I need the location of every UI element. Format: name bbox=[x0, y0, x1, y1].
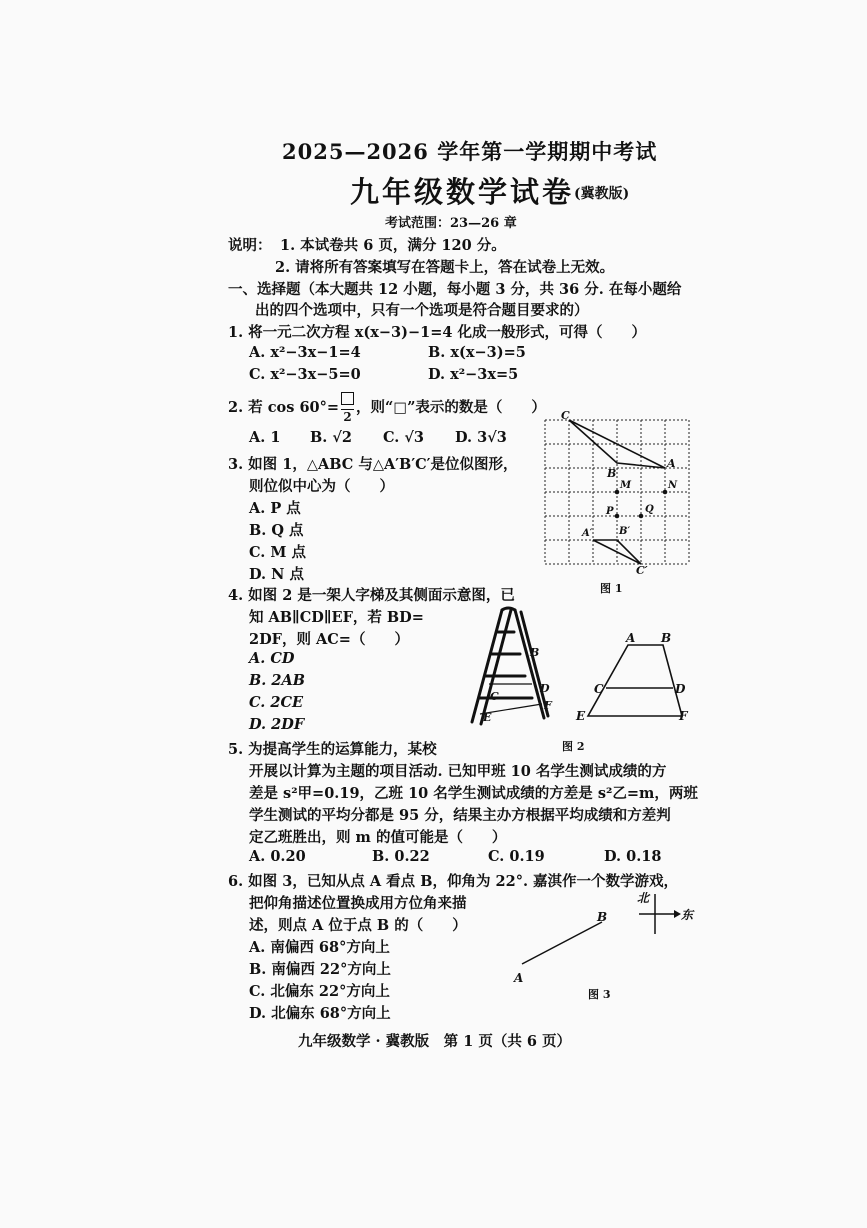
q5-line4: 学生测试的平均分都是 95 分，结果主办方根据平均成绩和方差判 bbox=[249, 807, 671, 824]
ladder-label-e: E bbox=[483, 711, 492, 724]
q6-option-a: A. 南偏西 68°方向上 bbox=[249, 939, 390, 956]
fig1-label-a: A bbox=[667, 457, 676, 470]
q3-option-c: C. M 点 bbox=[249, 544, 306, 561]
q2-option-b: B. √2 bbox=[310, 429, 352, 446]
figure-3 bbox=[500, 886, 700, 986]
q1-stem: 1. 将一元二次方程 x(x−3)−1=4 化成一般形式，可得（ ） bbox=[228, 324, 647, 341]
compass-north-label: 北 bbox=[637, 891, 650, 905]
q5-line3: 差是 s²甲=0.19，乙班 10 名学生测试成绩的方差是 s²乙=m，两班 bbox=[249, 785, 698, 802]
fig1-label-q: Q bbox=[645, 504, 654, 515]
q3-option-b: B. Q 点 bbox=[249, 522, 304, 539]
fig1-label-b-prime: B′ bbox=[619, 526, 631, 537]
q2-option-a: A. 1 bbox=[249, 429, 281, 446]
fig1-label-c-prime: C′ bbox=[636, 564, 648, 577]
q4-option-b: B. 2AB bbox=[249, 672, 305, 689]
trap-label-c: C bbox=[594, 682, 604, 696]
section-heading-line2: 出的四个选项中，只有一个选项是符合题目要求的） bbox=[255, 302, 589, 319]
q1-option-a: A. x²−3x−1=4 bbox=[249, 344, 361, 361]
fig1-label-b: B bbox=[607, 467, 617, 480]
q2-stem-post: ，则“□”表示的数是（ ） bbox=[356, 399, 546, 416]
q6-line2: 把仰角描述位置换成用方位角来描 bbox=[249, 895, 467, 912]
q5-line2: 开展以计算为主题的项目活动. 已知甲班 10 名学生测试成绩的方 bbox=[249, 763, 667, 780]
q5-option-a: A. 0.20 bbox=[249, 848, 306, 865]
fig3-label-b: B bbox=[597, 910, 608, 924]
q4-option-d: D. 2DF bbox=[249, 716, 305, 733]
q5-line5: 定乙班胜出，则 m 的值可能是（ ） bbox=[249, 829, 507, 846]
page-footer: 九年级数学 · 冀教版 第 1 页（共 6 页） bbox=[298, 1033, 572, 1050]
q2-fraction-denominator: 2 bbox=[343, 410, 352, 424]
fig1-label-a-prime: A′ bbox=[582, 528, 593, 539]
q5-option-d: D. 0.18 bbox=[604, 848, 662, 865]
q4-line3: 2DF，则 AC=（ ） bbox=[249, 631, 409, 648]
q6-option-d: D. 北偏东 68°方向上 bbox=[249, 1005, 391, 1022]
figure-1 bbox=[540, 408, 700, 578]
sightline-ab bbox=[522, 922, 602, 964]
figure-1-caption: 图 1 bbox=[600, 582, 623, 595]
q1-option-c: C. x²−3x−5=0 bbox=[249, 366, 361, 383]
exam-title: 2025—2026 学年第一学期期中考试 bbox=[282, 139, 658, 164]
exam-scope: 考试范围：23—26 章 bbox=[385, 216, 517, 231]
q6-line1: 6. 如图 3，已知从点 A 看点 B，仰角为 22°. 嘉淇作一个数学游戏， bbox=[228, 873, 679, 890]
section-heading-line1: 一、选择题（本大题共 12 小题，每小题 3 分，共 36 分. 在每小题给 bbox=[228, 281, 682, 298]
q3-line2: 则位似中心为（ ） bbox=[249, 478, 394, 495]
figure-2-caption: 图 2 bbox=[562, 740, 585, 753]
ladder-label-c: C bbox=[490, 690, 499, 703]
q1-option-d: D. x²−3x=5 bbox=[428, 366, 519, 383]
fig1-label-m: M bbox=[620, 480, 632, 491]
edition-label: (冀教版) bbox=[574, 186, 630, 202]
ladder-label-f: F bbox=[544, 699, 552, 712]
blank-box-icon bbox=[341, 392, 354, 405]
trap-label-f: F bbox=[679, 709, 688, 723]
q5-option-b: B. 0.22 bbox=[372, 848, 430, 865]
trapezoid-diagram bbox=[570, 628, 700, 728]
q2-stem bbox=[228, 392, 546, 424]
notes-label: 说明： bbox=[228, 237, 272, 254]
q2-stem-pre: 2. 若 cos 60°= bbox=[228, 399, 340, 416]
q6-option-c: C. 北偏东 22°方向上 bbox=[249, 983, 390, 1000]
fig1-label-n: N bbox=[668, 480, 678, 491]
trap-label-e: E bbox=[576, 709, 586, 723]
paper-title: 九年级数学试卷 bbox=[350, 175, 575, 209]
q1-option-b: B. x(x−3)=5 bbox=[428, 344, 526, 361]
trap-label-b: B bbox=[661, 631, 672, 645]
fig1-label-c: C bbox=[561, 409, 570, 422]
ladder-label-d: D bbox=[540, 682, 550, 695]
q2-fraction bbox=[341, 392, 354, 424]
note-2: 2. 请将所有答案填写在答题卡上，答在试卷上无效。 bbox=[275, 259, 615, 276]
figure-3-caption: 图 3 bbox=[588, 988, 611, 1001]
q5-option-c: C. 0.19 bbox=[488, 848, 545, 865]
q2-option-c: C. √3 bbox=[383, 429, 425, 446]
trap-label-a: A bbox=[626, 631, 636, 645]
compass-icon bbox=[637, 891, 695, 934]
note-1: 1. 本试卷共 6 页，满分 120 分。 bbox=[280, 237, 506, 254]
q6-line3: 述，则点 A 位于点 B 的（ ） bbox=[249, 917, 467, 934]
q4-option-c: C. 2CE bbox=[249, 694, 304, 711]
q6-option-b: B. 南偏西 22°方向上 bbox=[249, 961, 391, 978]
compass-east-label: 东 bbox=[681, 908, 694, 922]
trap-label-d: D bbox=[675, 682, 686, 696]
q4-line2: 知 AB∥CD∥EF，若 BD= bbox=[249, 609, 424, 626]
q4-option-a: A. CD bbox=[249, 650, 295, 667]
q3-line1: 3. 如图 1，△ABC 与△A′B′C′是位似图形， bbox=[228, 456, 518, 473]
q4-line1: 4. 如图 2 是一架人字梯及其侧面示意图，已 bbox=[228, 587, 515, 604]
fig1-label-p: P bbox=[606, 506, 614, 517]
ladder-illustration bbox=[462, 604, 562, 736]
q2-option-d: D. 3√3 bbox=[455, 429, 507, 446]
fig3-label-a: A bbox=[514, 971, 524, 985]
q3-option-d: D. N 点 bbox=[249, 566, 304, 583]
ladder-label-b: B bbox=[530, 646, 540, 659]
q3-option-a: A. P 点 bbox=[249, 500, 301, 517]
q5-line1: 5. 为提高学生的运算能力，某校 bbox=[228, 741, 437, 758]
